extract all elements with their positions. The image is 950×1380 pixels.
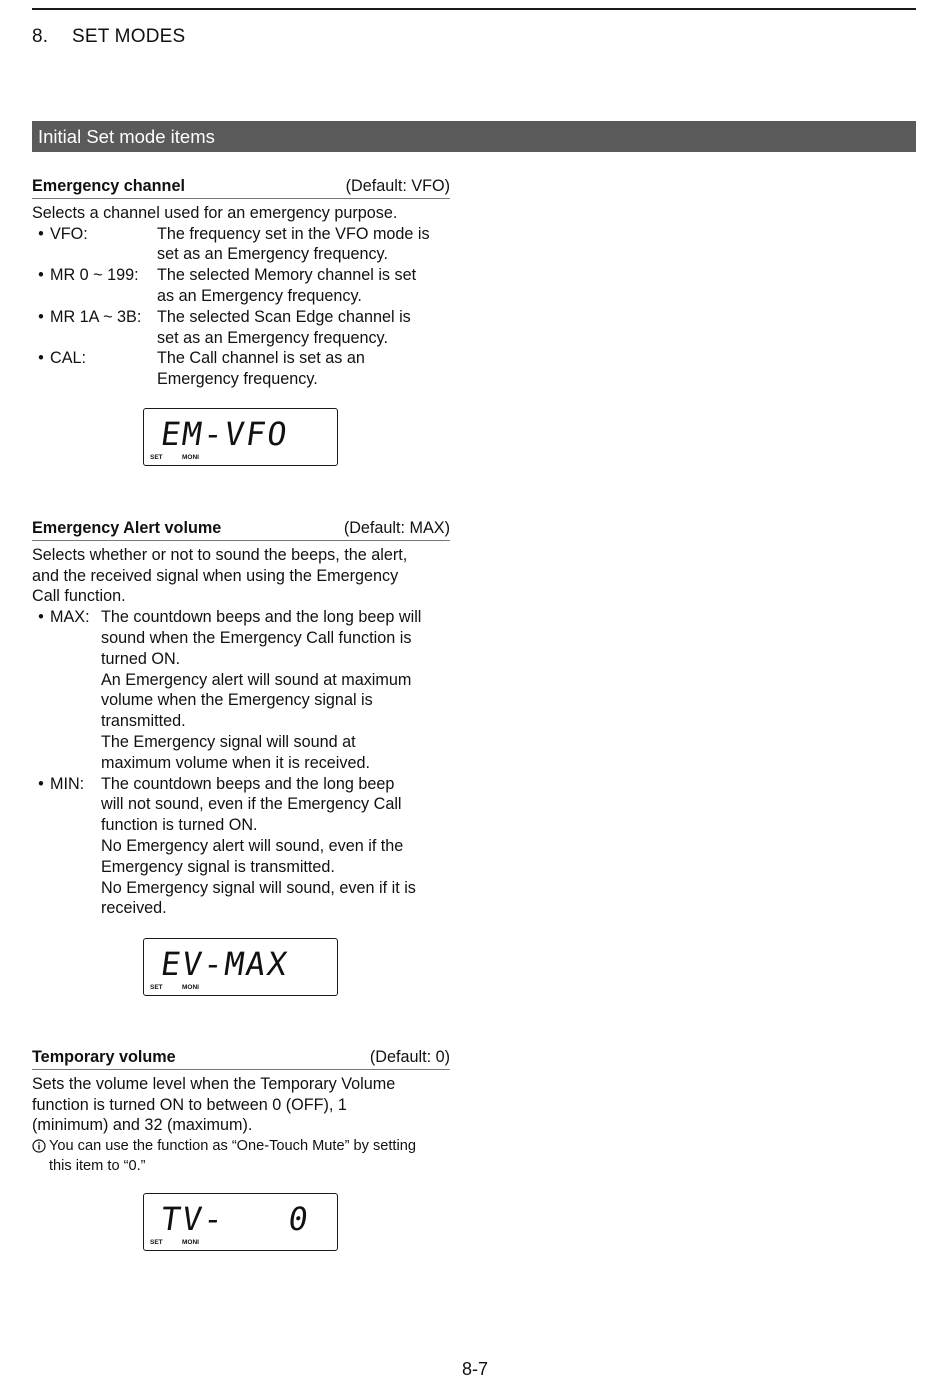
option-label: MIN: [50,774,85,793]
set-label: SET [150,454,163,461]
default-value: (Default: 0) [369,1048,450,1066]
moni-label: MONI [182,454,199,461]
option-description: The countdown beeps and the long beep will sound when the Emergency Call function is turned ON. An Emergency alert will sound at maximum volume when the Emergency signal is transmitted. The Emergency signal will sound at maximum volume when it is received. [101,608,422,772]
lcd-display [143,408,338,466]
section-intro: Selects whether or not to sound the beeps, the alert, and the received signal when using the Emergency Call function. [32,545,408,606]
info-note [32,1137,450,1176]
option-item: • MAX: The countdown beeps and the long beep will sound when the Emergency Call function is turned ON. An Emergency alert will sound at maximum volume when the Emergency signal is transmitted. The Emergency signal will sound at maximum volume when it is received. [32,607,450,773]
lcd-readout: EM-VFO [158,415,292,453]
option-label: MR 0 ~ 199: [50,266,139,285]
emergency-alert-section [32,518,450,919]
option-item: • MR 0 ~ 199: The selected Memory channel is set as an Emergency frequency. [32,265,450,307]
note-text: You can use the function as “One-Touch Mute” by setting this item to “0.” [49,1138,416,1174]
page-number: 8-7 [461,1359,488,1379]
lcd-display [143,1193,338,1251]
lcd-display [143,938,338,996]
default-value: (Default: VFO) [345,177,450,195]
moni-label: MONI [182,1239,199,1246]
option-item: • VFO: The frequency set in the VFO mode is set as an Emergency frequency. [32,224,450,266]
option-item: • MR 1A ~ 3B: The selected Scan Edge channel is set as an Emergency frequency. [32,307,450,349]
section-header [32,176,450,199]
temporary-volume-section [32,1047,450,1176]
set-label: SET [150,1239,163,1246]
option-item: • CAL: The Call channel is set as an Emergency frequency. [32,348,450,390]
option-label: MR 1A ~ 3B: [50,307,142,326]
set-label: SET [150,984,163,991]
lcd-readout: EV-MAX [158,945,292,983]
chapter-heading [32,26,185,48]
default-value: (Default: MAX) [343,519,450,537]
option-description: The selected Memory channel is set as an Emergency frequency. [157,266,417,305]
section-intro: Sets the volume level when the Temporary Volume function is turned ON to between 0 (OFF), 1 (minimum) and 32 (maximum). [32,1074,396,1135]
section-intro: Selects a channel used for an emergency purpose. [32,203,398,222]
option-label: MAX: [50,608,90,627]
top-rule [32,8,916,10]
chapter-number: 8. [32,26,49,47]
option-description: The selected Scan Edge channel is set as an Emergency frequency. [157,307,411,347]
section-header [32,1047,450,1070]
option-description: The frequency set in the VFO mode is set as an Emergency frequency. [157,224,430,264]
option-label: CAL: [50,349,86,368]
info-icon [32,1137,49,1176]
section-title: Emergency Alert volume [32,519,222,537]
option-description: The Call channel is set as an Emergency frequency. [157,349,365,389]
emergency-channel-section [32,176,450,390]
moni-label: MONI [182,984,199,991]
option-label: VFO: [50,224,88,243]
section-header [32,518,450,541]
section-title: Temporary volume [32,1048,176,1066]
section-banner: Initial Set mode items [32,121,916,152]
chapter-title: SET MODES [72,26,186,47]
option-item: • MIN: The countdown beeps and the long beep will not sound, even if the Emergency Call function is turned ON. No Emergency alert will sound, even if the Emergency signal is transmitted. No Emergency signal will sound, even if it is received. [32,774,450,920]
option-description: The countdown beeps and the long beep will not sound, even if the Emergency Call function is turned ON. No Emergency alert will sound, even if the Emergency signal is transmitted. No Emergency signal will sound, even if it is received. [101,774,416,918]
section-title: Emergency channel [32,177,185,195]
lcd-readout: TV- 0 [158,1200,313,1238]
